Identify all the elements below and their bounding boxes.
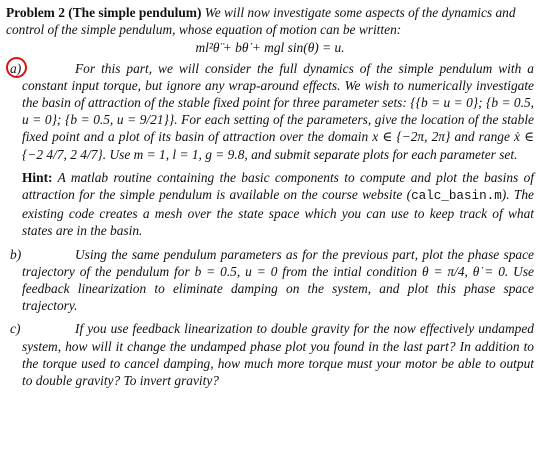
equation-of-motion: ml²θ̈ + bθ̇ + mgl sin(θ) = u. [195, 40, 345, 56]
hint-text-1: A matlab routine containing the basic components to compute and plot the basins of attraction for the simple pendulum is available on the course website ( [22, 169, 534, 203]
part-c-label: c) [10, 321, 21, 337]
part-b-label: b) [10, 246, 22, 262]
problem-heading: Problem 2 (The simple pendulum) [6, 5, 202, 20]
hint-label: Hint: [22, 169, 53, 185]
part-c-text: If you use feedback linearization to double gravity for the now effectively undamped system, how will it change the undamped phase plot you found in the last part? In addition to the torque used to cancel damping, how much more torque must your motor be able to output to double gravity? To invert gravity? [22, 321, 534, 389]
hint-code: calc_basin.m [411, 189, 502, 204]
hint-text-2: ). The existing code creates a mesh over the state space which you can use to keep track of what states are in the basin. [22, 187, 534, 239]
problem-page [6, 4, 534, 395]
part-a [6, 60, 534, 240]
part-a-hint [22, 169, 534, 240]
problem-intro-text: We will now investigate some aspects of the dynamics and control of the simple pendulum, whose equation of motion can be written: [6, 5, 516, 38]
part-b-text: Using the same pendulum parameters as for the previous part, plot the phase space trajectory of the pendulum for b = 0.5, u = 0 from the intial condition θ = π/4, θ̇ = 0. Use feedback linearization to eliminate damping on the system, and plot this phase space trajectory. [22, 246, 534, 314]
problem-intro [6, 4, 534, 38]
part-c [6, 320, 534, 389]
part-a-label: a) [10, 60, 22, 76]
part-a-text: For this part, we will consider the full dynamics of the simple pendulum with a constant input torque, but ignore any wrap-around effects. We wish to numerically investigate the basin of attraction of the stable fixed point for three parameter sets: {{b = u = 0}; {b = 0.5, u = 0}; {b = 0.5, u = 9/21}}. For each setting of the parameters, give the location of the stable fixed point and a plot of its basin of attraction over the domain x ∈ {−2π, 2π} and range ẋ ∈ {−2 4/7, 2 4/7}. Use m = 1, l = 1, g = 9.8, and submit separate plots for each parameter set. [22, 60, 534, 162]
part-b [6, 246, 534, 315]
